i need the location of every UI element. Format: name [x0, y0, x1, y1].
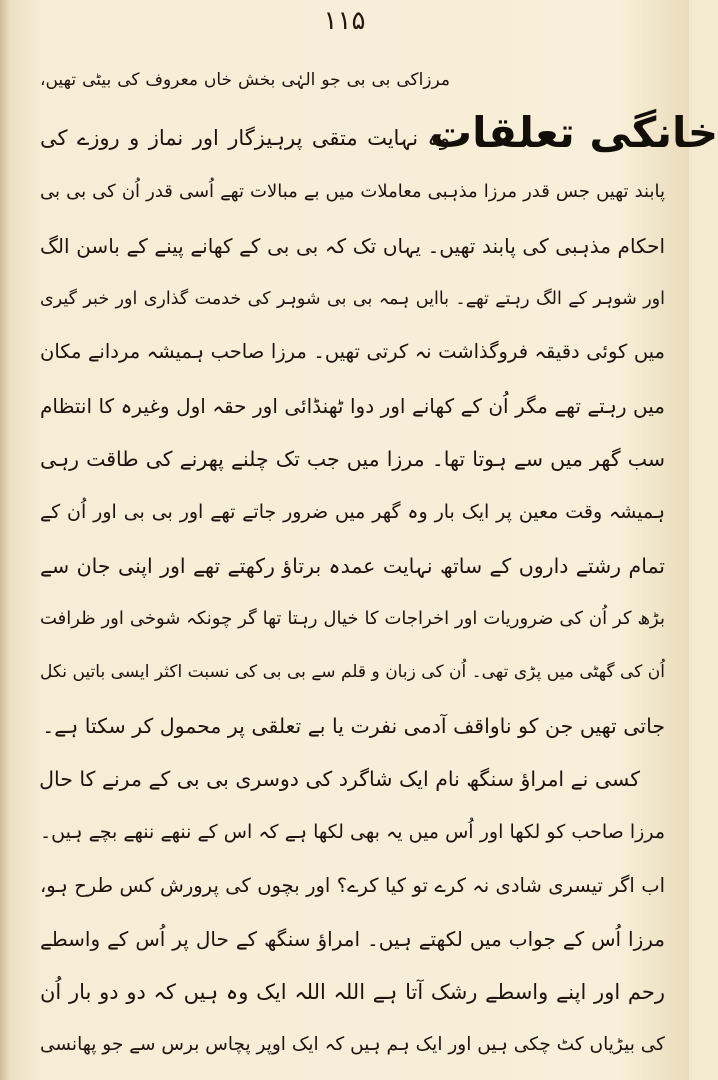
text-line-3: پابند تھیں جس قدر مرزا مذہبی معاملات میں بے مبالات تھے اُسی قدر اُن کی بی بی: [40, 181, 665, 202]
text-line-16: اب اگر تیسری شادی نہ کرے تو کیا کرے؟ اور بچوں کی پرورش کس طرح ہو،: [40, 874, 665, 897]
heading-box: [429, 92, 718, 172]
page-number: ۱۱۵: [323, 6, 366, 36]
text-line-6: میں کوئی دقیقہ فروگذاشت نہ کرتی تھیں۔ مرزا صاحب ہمیشہ مردانے مکان: [40, 340, 665, 363]
section-heading: خانگی تعلقات: [429, 107, 718, 157]
text-line-1: مرزاکی بی بی جو الہٰی بخش خاں معروف کی بیٹی تھیں،: [40, 70, 450, 90]
text-line-10: تمام رشتے داروں کے ساتھ نہایت عمدہ برتاؤ رکھتے تھے اور اپنی جان سے: [40, 554, 665, 578]
text-line-11: بڑھ کر اُن کی ضروریات اور اخراجات کا خیال رہتا تھا گر چونکہ شوخی اور ظرافت: [40, 608, 665, 629]
text-line-9: ہمیشہ وقت معین پر ایک بار وہ گھر میں ضرور جاتے تھے اور بی بی اور اُن کے: [40, 501, 665, 523]
text-line-14: کسی نے امراؤ سنگھ نام ایک شاگرد کی دوسری بی بی کے مرنے کا حال: [39, 767, 640, 791]
text-line-12: اُن کی گھٹی میں پڑی تھی۔ اُن کی زبان و قلم سے بی بی کی نسبت اکثر ایسی باتیں نکل: [40, 662, 665, 682]
text-line-19: کی بیڑیاں کٹ چکی ہیں اور ایک ہم ہیں کہ ایک اوپر پچاس برس سے جو پھانسی: [40, 1034, 665, 1055]
text-line-5: اور شوہر کے الگ رہتے تھے۔ باایں ہمہ بی بی شوہر کی خدمت گذاری اور خبر گیری: [40, 289, 665, 309]
page-edge-shadow: [0, 0, 10, 1080]
text-line-2: وہ نہایت متقی پرہیزگار اور نماز و روزے کی: [40, 126, 450, 150]
text-line-18: رحم اور اپنے واسطے رشک آتا ہے اللہ اللہ ایک وہ ہیں کہ دو دو بار اُن: [40, 980, 665, 1004]
text-line-17: مرزا اُس کے جواب میں لکھتے ہیں۔ امراؤ سنگھ کے حال پر اُس کے واسطے: [40, 927, 665, 951]
text-line-15: مرزا صاحب کو لکھا اور اُس میں یہ بھی لکھا ہے کہ اس کے ننھے ننھے بچے ہیں۔: [40, 821, 665, 843]
text-line-4: احکام مذہبی کی پابند تھیں۔ یہاں تک کہ بی بی کے کھانے پینے کے باسن الگ: [40, 234, 665, 258]
text-line-13: جاتی تھیں جن کو ناواقف آدمی نفرت یا بے تعلقی پر محمول کر سکتا ہے۔: [42, 714, 665, 738]
text-line-8: سب گھر میں سے ہوتا تھا۔ مرزا میں جب تک چلنے پھرنے کی طاقت رہی: [40, 447, 665, 471]
text-line-7: میں رہتے تھے مگر اُن کے کھانے اور دوا ٹھنڈائی اور حقہ اول وغیرہ کا انتظام: [40, 394, 665, 418]
